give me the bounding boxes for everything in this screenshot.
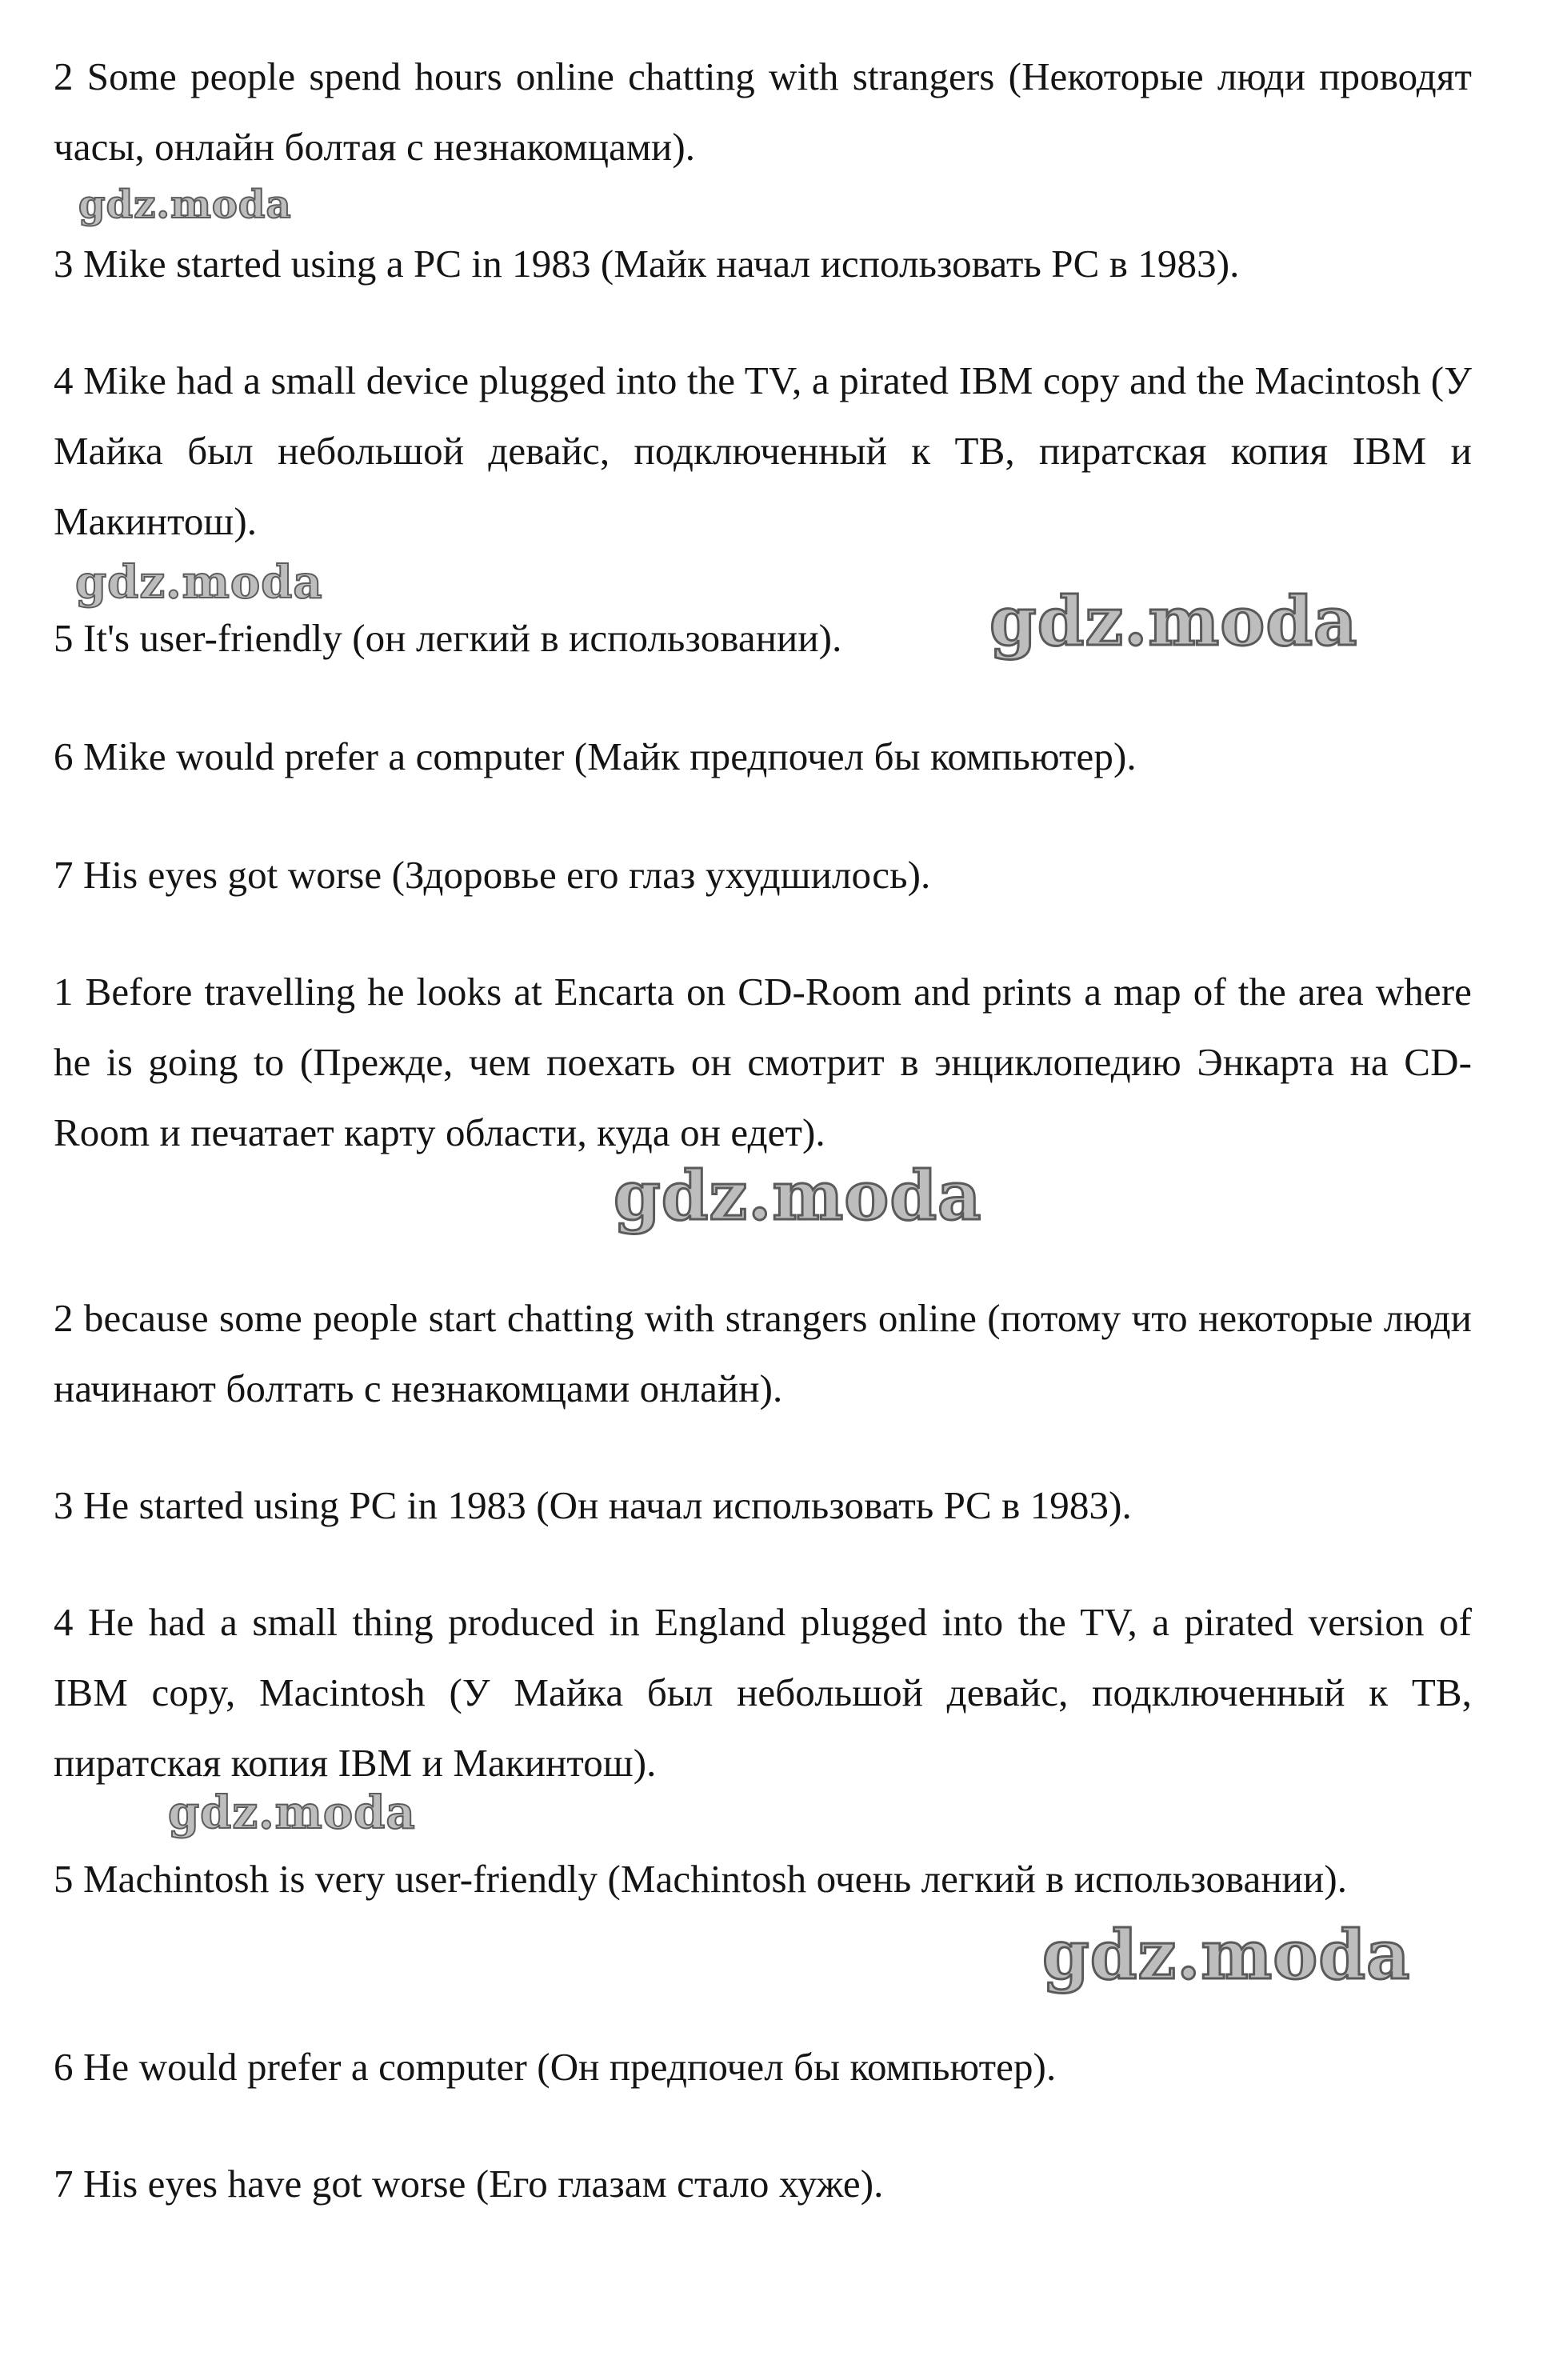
- watermark-label: gdz.moda: [614, 1156, 982, 1235]
- answer-paragraph: 4 Mike had a small device plugged into the TV, a pirated IBM copy and the Macintosh (У Майка был небольшой девайс, подключенный к ТВ, пиратская копия IBM и Макинтош).: [54, 358, 1472, 543]
- answer-paragraph: 4 He had a small thing produced in England plugged into the TV, a pirated version of IBM copy, Macintosh (У Майка был небольшой девайс, подключенный к ТВ, пиратская копия IBM и Макинтош).: [54, 1600, 1472, 1785]
- answer-paragraph: 2 Some people spend hours online chatting with strangers (Некоторые люди проводят часы, онлайн болтая с незнакомцами).: [54, 54, 1472, 169]
- answer-paragraph: 3 He started using PC in 1983 (Он начал использовать PC в 1983).: [54, 1483, 1132, 1527]
- answer-paragraph: 5 It's user-friendly (он легкий в использовании).: [54, 616, 842, 660]
- watermark-label: gdz.moda: [1042, 1915, 1411, 1994]
- watermark-label: gdz.moda: [75, 556, 323, 609]
- watermark-label: gdz.moda: [78, 182, 292, 227]
- watermark-label: gdz.moda: [168, 1786, 416, 1839]
- watermark-label: gdz.moda: [989, 582, 1358, 661]
- answer-paragraph: 5 Machintosh is very user-friendly (Machintosh очень легкий в использовании).: [54, 1857, 1348, 1901]
- answer-paragraph: 1 Before travelling he looks at Encarta on CD-Room and prints a map of the area where he is going to (Прежде, чем поехать он смотрит в энциклопедию Энкарта на CD-Room и печатает карту области, куда он едет).: [54, 970, 1472, 1154]
- answer-paragraph: 6 Mike would prefer a computer (Майк предпочел бы компьютер).: [54, 734, 1137, 778]
- answer-paragraph: 3 Mike started using a PC in 1983 (Майк начал использовать PC в 1983).: [54, 242, 1240, 286]
- answer-paragraph: 7 His eyes got worse (Здоровье его глаз ухудшилось).: [54, 853, 931, 897]
- answer-paragraph: 6 He would prefer a computer (Он предпочел бы компьютер).: [54, 2045, 1057, 2089]
- answer-paragraph: 7 His eyes have got worse (Его глазам стало хуже).: [54, 2162, 884, 2206]
- answer-paragraph: 2 because some people start chatting with strangers online (потому что некоторые люди начинают болтать с незнакомцами онлайн).: [54, 1296, 1472, 1410]
